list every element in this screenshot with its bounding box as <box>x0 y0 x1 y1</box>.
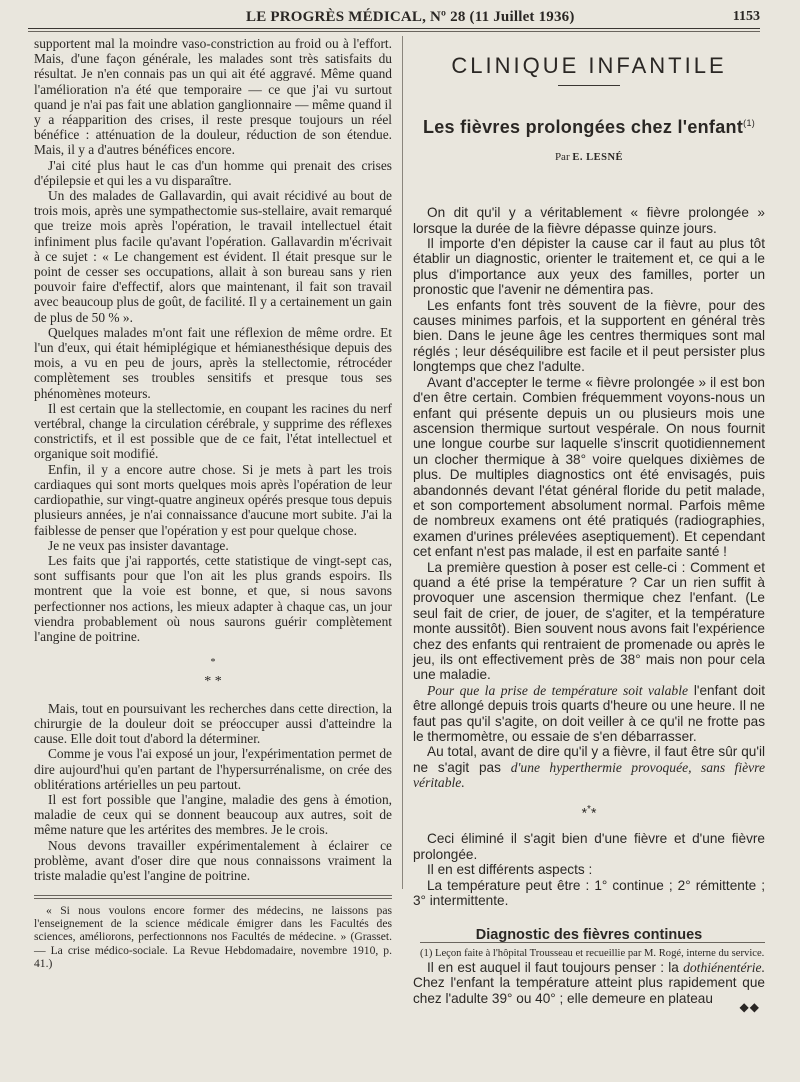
paragraph: Je ne veux pas insister davantage. <box>48 537 229 553</box>
title-footnote-marker: (1) <box>743 118 756 129</box>
paragraph: Quelques malades m'ont fait une réflexion de même ordre. Et l'un d'eux, qui était hémiplégique et hémianesthésique depuis des mois, a vu en peu de jours, après la stellectomie, rétrocéder complètement ses troubles sensitifs et presque tous ses phénomènes moteurs. <box>34 324 392 401</box>
paragraph: La première question à poser est celle-ci : Comment et quand a été prise la température ? Car un rien suffit à provoquer une ascension thermique chez l'enfant. (Le seul fait de crier, de jouer, de s'agiter, et la température monte aussitôt). Bien souvent nous avons fait l'expérience chez des enfants qui rentraient de promenade ou après le jeu, ils ont effectivement près de 38° mais non pour cela une maladie. <box>413 559 765 683</box>
section-separator: * * * <box>204 657 222 689</box>
paragraph: Il importe d'en dépister la cause car il faut au plus tôt établir un diagnostic, orienter le traitement et, ce qui a le plus d'importance aux yeux des familles, porter un pronostic que l'avenir ne démentira pas. <box>413 236 765 298</box>
right-column <box>413 36 765 1006</box>
article-title: Les fièvres prolongées chez l'enfant$^{(1)}$ <box>422 117 756 138</box>
paragraph: Nous devons travailler expérimentalement à éclairer ce problème, avant d'oser dire que nous connaissons vraiment la triste maladie qu'est l'angine de poitrine. <box>34 837 392 884</box>
footnote-rule <box>420 942 765 943</box>
section-rule <box>558 85 620 86</box>
paragraph: La température peut être : 1° continue ; 2° rémittente ; 3° intermittente. <box>413 877 765 908</box>
page-number: 1153 <box>732 9 760 24</box>
article-footnote: (1) Leçon faite à l'hôpital Trousseau et recueillie par M. Rogé, interne du service. <box>420 948 765 959</box>
paragraph: Enfin, il y a encore autre chose. Si je mets à part les trois cardiaques qui sont morts quelques mois après l'opération de leur cardiopathie, sur vingt-quatre angineux opérés presque tous depuis plusieurs années, je n'ai connaissance d'aucune mort subite. J'ai la faiblesse de penser que l'opération y est pour quelque chose. <box>34 461 392 538</box>
paragraph: Il en est différents aspects : <box>427 862 593 878</box>
paragraph: Mais, tout en poursuivant les recherches dans cette direction, la chirurgie de la douleur doit se préoccuper aussi d'atteindre la cause. Elle doit tout d'abord la déterminer. <box>34 700 392 747</box>
paragraph: Les enfants font très souvent de la fièvre, pour des causes minimes parfois, et la supportent en général très bien. Dans le jeune âge les centres thermiques sont mal réglés ; leur déséquilibre est facile et il peut persister plus longtemps que chez l'adulte. <box>413 297 765 375</box>
subheading: Diagnostic des fièvres continues <box>475 927 703 944</box>
section-separator: *** <box>581 803 597 821</box>
header-rule <box>28 31 760 32</box>
footnote-rule <box>34 895 392 896</box>
author: E. LESNÉ <box>572 151 624 163</box>
section-heading: CLINIQUE INFANTILE <box>451 53 727 78</box>
byline: Par E. LESNÉ <box>554 150 624 163</box>
column-divider <box>402 36 403 889</box>
footnote-rule <box>34 898 392 899</box>
paragraph: J'ai cité plus haut le cas d'un homme qui prenait des crises d'épilepsie et qui les a vu disparaître. <box>34 157 392 188</box>
paragraph: Un des malades de Gallavardin, qui avait récidivé au bout de trois mois, après une sympathectomie sus-stellaire, avait remarqué que treize mois après l'opération, le travail intellectuel était infiniment plus facile qu'avant l'opération. Gallavardin m'écrivait à ce sujet : « Le changement est évident. Il était presque sur le point de cesser ses occupations, allait à son bureau sans y rien pouvoir faire d'effectif, alors que maintenant, il fait son travail avec beaucoup plus de goût, de facilité. Il y a certainement un gain de plus de 50 % ». <box>34 188 392 325</box>
paragraph: Il est fort possible que l'angine, maladie des gens à émotion, maladie de ceux qui se donnent beaucoup aux autres, soit de même nature que les artérites des membres. Je le crois. <box>34 792 392 838</box>
paragraph: Au total, avant de dire qu'il y a fièvre, il faut être sûr qu'il ne s'agit pas d'une hyperthermie provoquée, sans fièvre véritable. <box>413 744 765 791</box>
quote-footnote: « Si nous voulons encore former des médecins, ne laissons pas l'enseignement de la science médicale émigrer dans les Facultés des sciences, améliorons, perfectionnons nos Facultés de médecine. » (Grasset. — La crise médico-sociale. La Revue Hebdomadaire, novembre 1910, p. 41.) <box>34 904 392 970</box>
paragraph: Les faits que j'ai rapportés, cette statistique de vingt-sept cas, sont suffisants pour que l'on ait les plus grands espoirs. Ils montrent que la voie est bonne, et que, si nous savons perfectionner nos actions, les mieux adapter à chaque cas, un jour viendra probablement où nous saurons guérir complètement l'angine de poitrine. <box>34 552 392 644</box>
paragraph: Il est certain que la stellectomie, en coupant les racines du nerf vertébral, change la circulation cérébrale, y supprime des réflexes constrictifs, et il est possible que de ce fait, l'état intellectuel et organique soit modifié. <box>34 400 392 462</box>
paragraph: Ceci éliminé il s'agit bien d'une fièvre et d'une fièvre prolongée. <box>413 831 765 862</box>
paragraph: supportent mal la moindre vaso-constriction au froid ou à l'effort. Mais, d'une façon générale, les malades sont très satisfaits du résultat. Je n'en connais pas un qui ait été aggravé. Même quand l'amélioration n'a été que temporaire — ce que j'ai vu surtout quand je n'ai pas fait une ablation ganglionnaire — même quand il y a réapparition des crises, il reste presque toujours un réel bénéfice : atténuation de la douleur, réduction de son étendue. Mais, il y a d'autres bénéfices encore. <box>34 36 392 158</box>
paragraph: Comme je vous l'ai exposé un jour, l'expérimentation permet de dire aujourd'hui qu'en partant de l'hypersurrénalisme, on crée des oblitérations artérielles un peu partout. <box>34 746 392 792</box>
paragraph: Avant d'accepter le terme « fièvre prolongée » il est bon d'en être certain. Combien fréquemment voyons-nous un enfant qui présente depuis un ou plusieurs mois une ascension thermique surtout vespérale. On nous fournit une longue courbe sur laquelle s'inscrit quotidiennement un clocher thermique à 38° voire quelques dixièmes de plus. De multiples diagnostics ont été envisagés, puis abandonnés devant l'état général floride du petit malade, et son comportement absolument normal. Parfois même de nombreux examens ont été pratiqués (radiographies, examen d'urines prélevées aseptiquement). Et cependant cet enfant n'est pas malade, il est en parfaite santé ! <box>413 374 765 560</box>
left-column <box>34 36 392 883</box>
end-ornament: ◆◆ <box>739 1000 760 1014</box>
journal-title: LE PROGRÈS MÉDICAL, Nº 28 (11 Juillet 1936) <box>246 9 575 25</box>
paragraph: Il en est auquel il faut toujours penser : la dothiénentérie. Chez l'enfant la température atteint plus rapidement que chez l'adulte 39° ou 40° ; elle demeure en plateau <box>413 959 765 1006</box>
paragraph: Pour que la prise de température soit valable l'enfant doit être allongé depuis trois quarts d'heure ou une heure. Il ne faut pas qu'il s'agite, on doit veiller à ce qu'il ne frotte pas le thermomètre, ou essaie de s'en débarrasser. <box>413 682 765 745</box>
running-header <box>28 8 760 29</box>
paragraph: On dit qu'il y a véritablement « fièvre prolongée » lorsque la durée de la fièvre dépasse quinze jours. <box>413 205 765 236</box>
